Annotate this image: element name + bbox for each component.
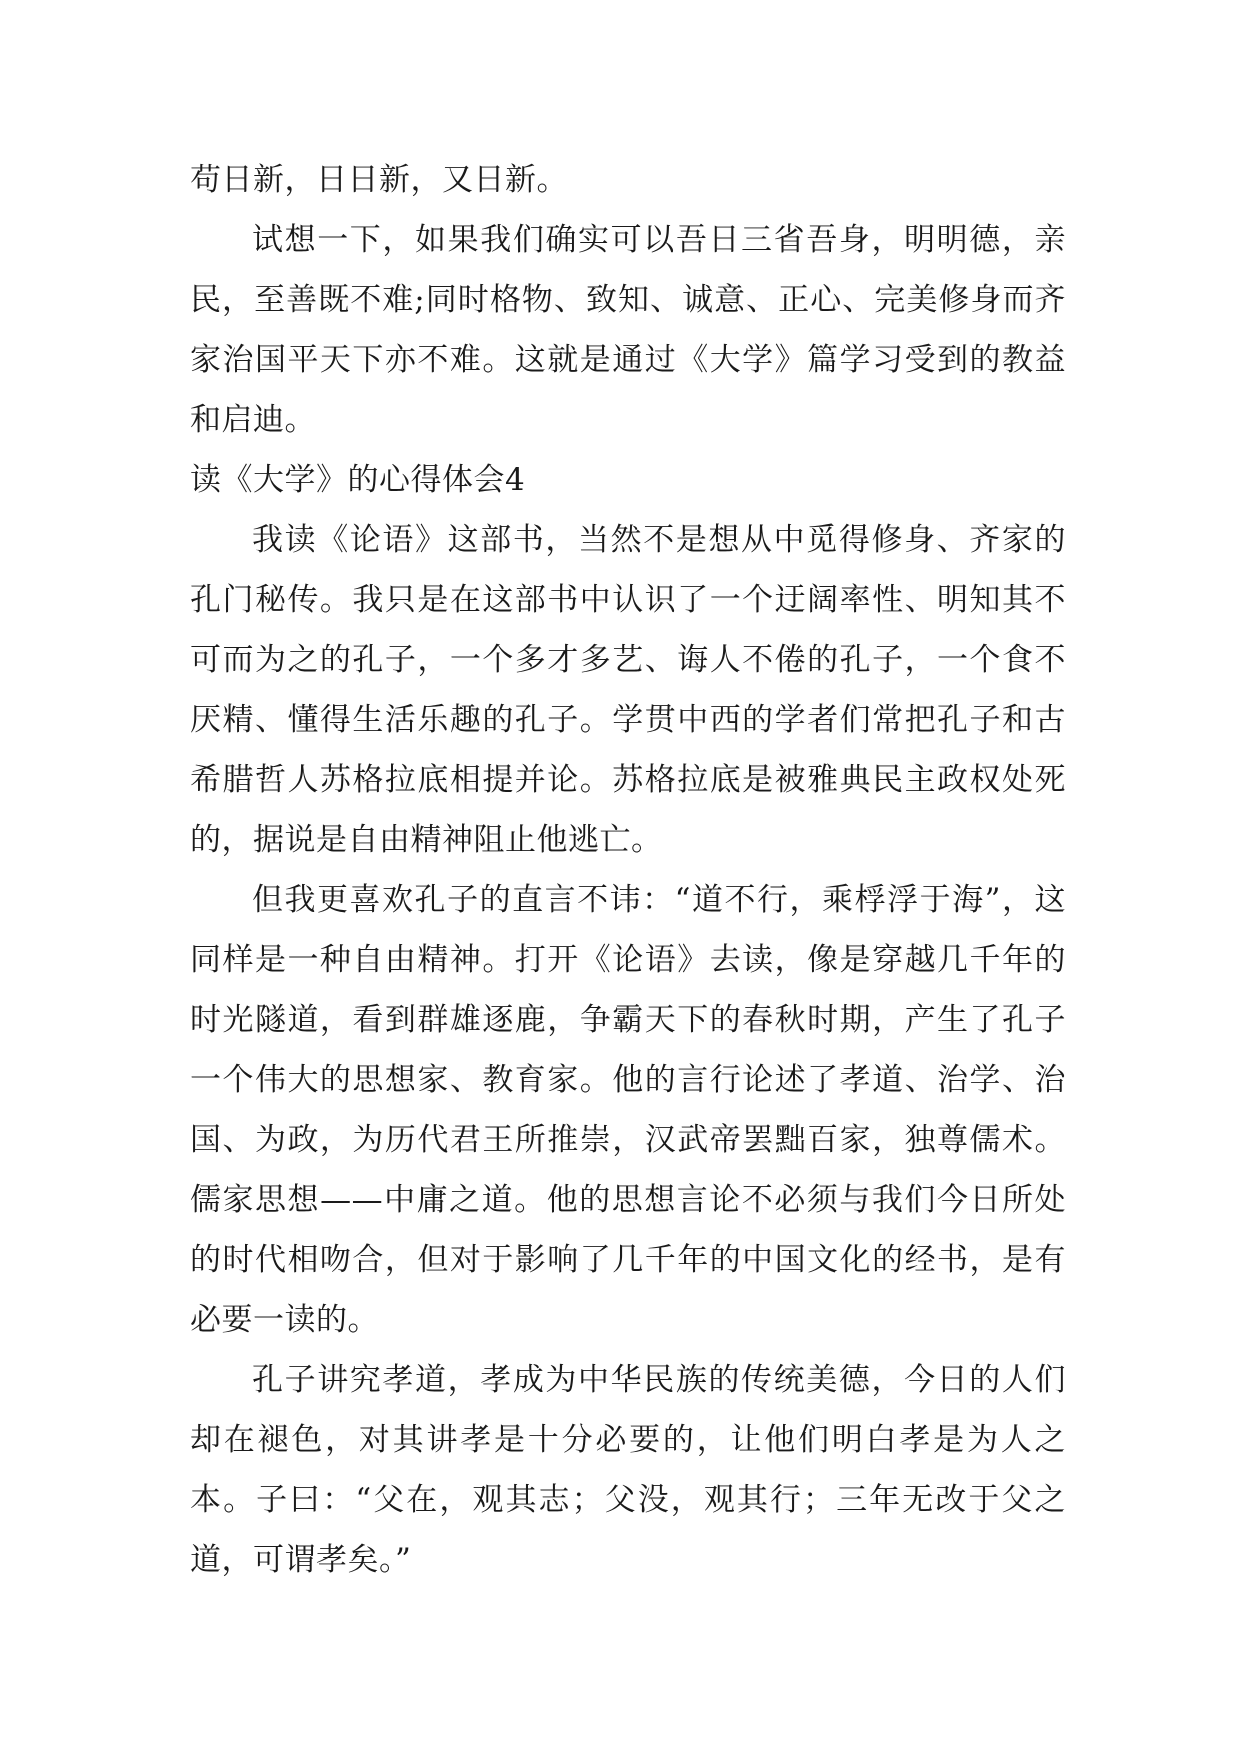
paragraph-3: 我读《论语》这部书，当然不是想从中觅得修身、齐家的孔门秘传。我只是在这部书中认识了一个迂阔率性、明知其不可而为之的孔子，一个多才多艺、诲人不倦的孔子，一个食不厌精、懂得生活乐趣的孔子。学贯中西的学者们常把孔子和古希腊哲人苏格拉底相提并论。苏格拉底是被雅典民主政权处死的，据说是自由精神阻止他逃亡。 <box>190 522 1066 858</box>
paragraph-5: 孔子讲究孝道，孝成为中华民族的传统美德，今日的人们却在褪色，对其讲孝是十分必要的，让他们明白孝是为人之本。子曰：“父在，观其志；父没，观其行；三年无改于父之道，可谓孝矣。” <box>190 1362 1066 1578</box>
paragraph-4: 但我更喜欢孔子的直言不讳：“道不行，乘桴浮于海”，这同样是一种自由精神。打开《论语》去读，像是穿越几千年的时光隧道，看到群雄逐鹿，争霸天下的春秋时期，产生了孔子一个伟大的思想家、教育家。他的言行论述了孝道、治学、治国、为政，为历代君王所推崇，汉武帝罢黜百家，独尊儒术。儒家思想——中庸之道。他的思想言论不必须与我们今日所处的时代相吻合，但对于影响了几千年的中国文化的经书，是有必要一读的。 <box>190 882 1066 1338</box>
document-body <box>190 150 1066 1590</box>
section-heading: 读《大学》的心得体会4 <box>190 462 526 498</box>
paragraph-1: 苟日新，日日新，又日新。 <box>190 162 568 198</box>
paragraph-2: 试想一下，如果我们确实可以吾日三省吾身，明明德，亲民，至善既不难;同时格物、致知、诚意、正心、完美修身而齐家治国平天下亦不难。这就是通过《大学》篇学习受到的教益和启迪。 <box>190 222 1066 438</box>
